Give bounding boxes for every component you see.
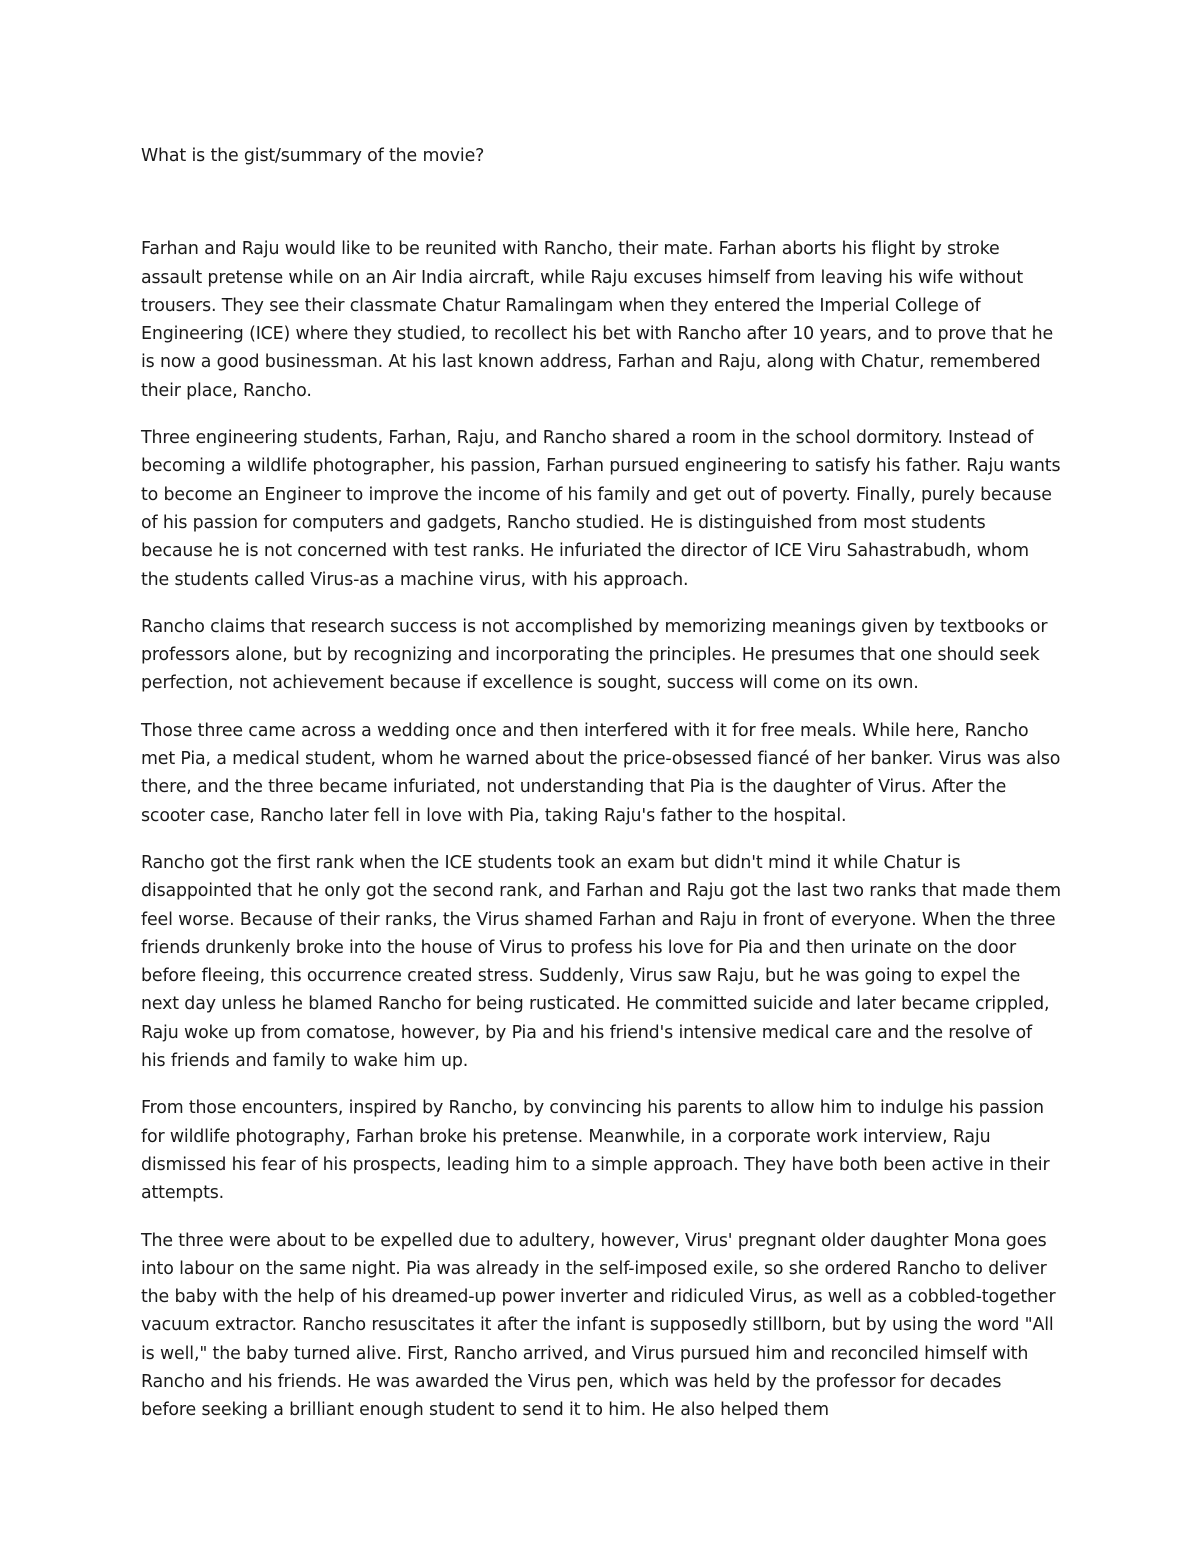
question-heading: What is the gist/summary of the movie? [141, 146, 485, 166]
paragraph-encounters: From those encounters, inspired by Rancho, by convincing his parents to allow him to indulge his passion for wildlife photography, Farhan broke his pretense. Meanwhile, in a corporate work interview, Raju dismissed his fear of his prospects, leading him to a simple approach. They have both been active in their attempts. [141, 1098, 1050, 1204]
paragraph-expelled: The three were about to be expelled due to adultery, however, Virus' pregnant older daughter Mona goes into labour on the same night. Pia was already in the self-imposed exile, so she ordered Rancho to deliver the baby with the help of his dreamed-up power inverter and ridiculed Virus, as well as a cobbled-together vacuum extractor. Rancho resuscitates it after the infant is supposedly stillborn, but by using the word "All is well," the baby turned alive. First, Rancho arrived, and Virus pursued him and reconciled himself with Rancho and his friends. He was awarded the Virus pen, which was held by the professor for decades before seeking a brilliant enough student to send it to him. He also helped them [141, 1230, 1056, 1421]
paragraph-reunion: Farhan and Raju would like to be reunited with Rancho, their mate. Farhan aborts his flight by stroke assault pretense while on an Air India aircraft, while Raju excuses himself from leaving his wife without trousers. They see their classmate Chatur Ramalingam when they entered the Imperial College of Engineering (ICE) where they studied, to recollect his bet with Rancho after 10 years, and to prove that he is now a good businessman. At his last known address, Farhan and Raju, along with Chatur, remembered their place, Rancho. [141, 239, 1054, 401]
paragraph-wedding: Those three came across a wedding once and then interfered with it for free meals. While here, Rancho met Pia, a medical student, whom he warned about the price-obsessed fiancé of her banker. Virus was also there, and the three became infuriated, not understanding that Pia is the daughter of Virus. After the scooter case, Rancho later fell in love with Pia, taking Raju's father to the hospital. [141, 720, 1061, 826]
paragraph-students: Three engineering students, Farhan, Raju, and Rancho shared a room in the school dormitory. Instead of becoming a wildlife photographer, his passion, Farhan pursued engineering to satisfy his father. Raju wants to become an Engineer to improve the income of his family and get out of poverty. Finally, purely because of his passion for computers and gadgets, Rancho studied. He is distinguished from most students because he is not concerned with test ranks. He infuriated the director of ICE Viru Sahastrabudh, whom the students called Virus-as a machine virus, with his approach. [141, 428, 1061, 590]
document-body [141, 142, 1061, 1444]
paragraph-rancho-claims: Rancho claims that research success is not accomplished by memorizing meanings given by textbooks or professors alone, but by recognizing and incorporating the principles. He presumes that one should seek perfection, not achievement because if excellence is sought, success will come on its own. [141, 616, 1048, 694]
paragraph-ranks: Rancho got the first rank when the ICE students took an exam but didn't mind it while Chatur is disappointed that he only got the second rank, and Farhan and Raju got the last two ranks that made them feel worse. Because of their ranks, the Virus shamed Farhan and Raju in front of everyone. When the three friends drunkenly broke into the house of Virus to profess his love for Pia and then urinate on the door before fleeing, this occurrence created stress. Suddenly, Virus saw Raju, but he was going to expel the next day unless he blamed Rancho for being rusticated. He committed suicide and later became crippled, Raju woke up from comatose, however, by Pia and his friend's intensive medical care and the resolve of his friends and family to wake him up. [141, 852, 1061, 1072]
